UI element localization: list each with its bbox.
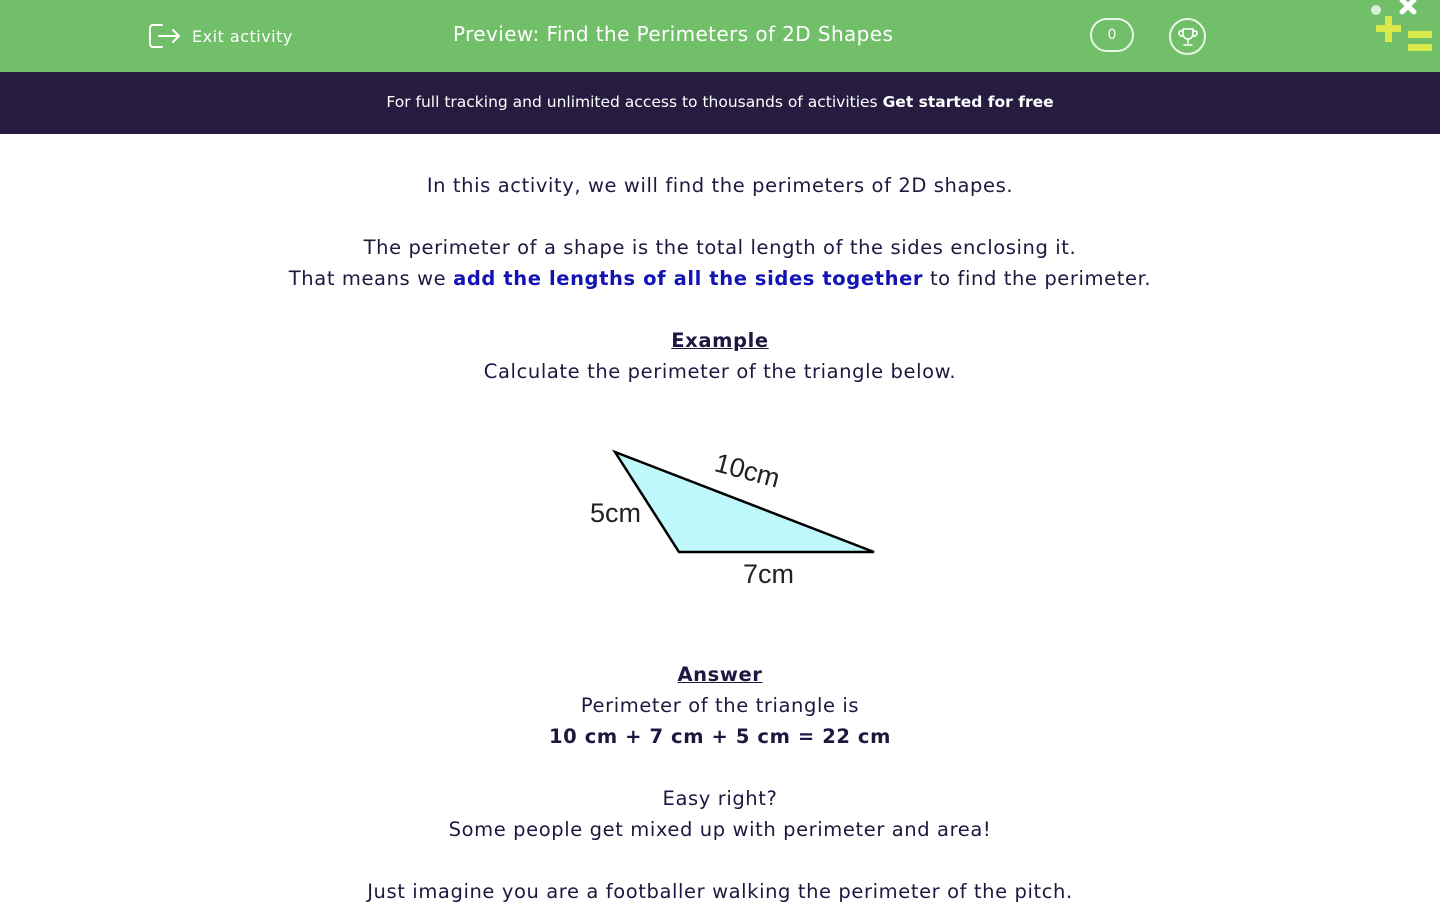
trophy-button[interactable] (1169, 18, 1206, 55)
side-label-5cm: 5cm (590, 498, 642, 528)
exit-icon (148, 22, 182, 50)
logo-icon (1366, 0, 1436, 56)
example-heading: Example (671, 329, 769, 352)
page-title: Preview: Find the Perimeters of 2D Shapes (453, 22, 894, 46)
definition-text: The perimeter of a shape is the total length of the sides enclosing it. (363, 236, 1077, 259)
side-label-7cm: 7cm (743, 559, 795, 589)
intro-text: In this activity, we will find the perimeters of 2D shapes. (426, 174, 1014, 197)
exit-activity-button[interactable] (148, 20, 293, 52)
easy-text: Easy right? (662, 787, 778, 810)
top-bar (0, 0, 1440, 72)
answer-section (0, 659, 1440, 907)
answer-heading: Answer (677, 663, 763, 686)
upgrade-banner (0, 72, 1440, 134)
example-text: Calculate the perimeter of the triangle below. (483, 360, 957, 383)
mixed-text: Some people get mixed up with perimeter and area! (448, 818, 992, 841)
side-label-10cm: 10cm (711, 447, 784, 494)
banner-text: For full tracking and unlimited access to thousands of activities (386, 93, 883, 111)
definition-pre: That means we (288, 267, 454, 290)
answer-calculation: 10 cm + 7 cm + 5 cm = 22 cm (548, 725, 892, 748)
get-started-link[interactable]: Get started for free (882, 93, 1054, 111)
exit-activity-label: Exit activity (192, 26, 293, 46)
activity-content (0, 170, 1440, 387)
definition-text-2 (0, 263, 1440, 294)
triangle-svg (580, 432, 890, 602)
definition-post: to find the perimeter. (923, 267, 1152, 290)
footballer-text: Just imagine you are a footballer walking the perimeter of the pitch. (367, 880, 1073, 903)
triangle-diagram (0, 432, 1440, 602)
score-badge: 0 (1090, 18, 1134, 52)
trophy-icon (1177, 26, 1199, 48)
answer-text: Perimeter of the triangle is (580, 694, 860, 717)
definition-highlight: add the lengths of all the sides together (453, 267, 924, 290)
